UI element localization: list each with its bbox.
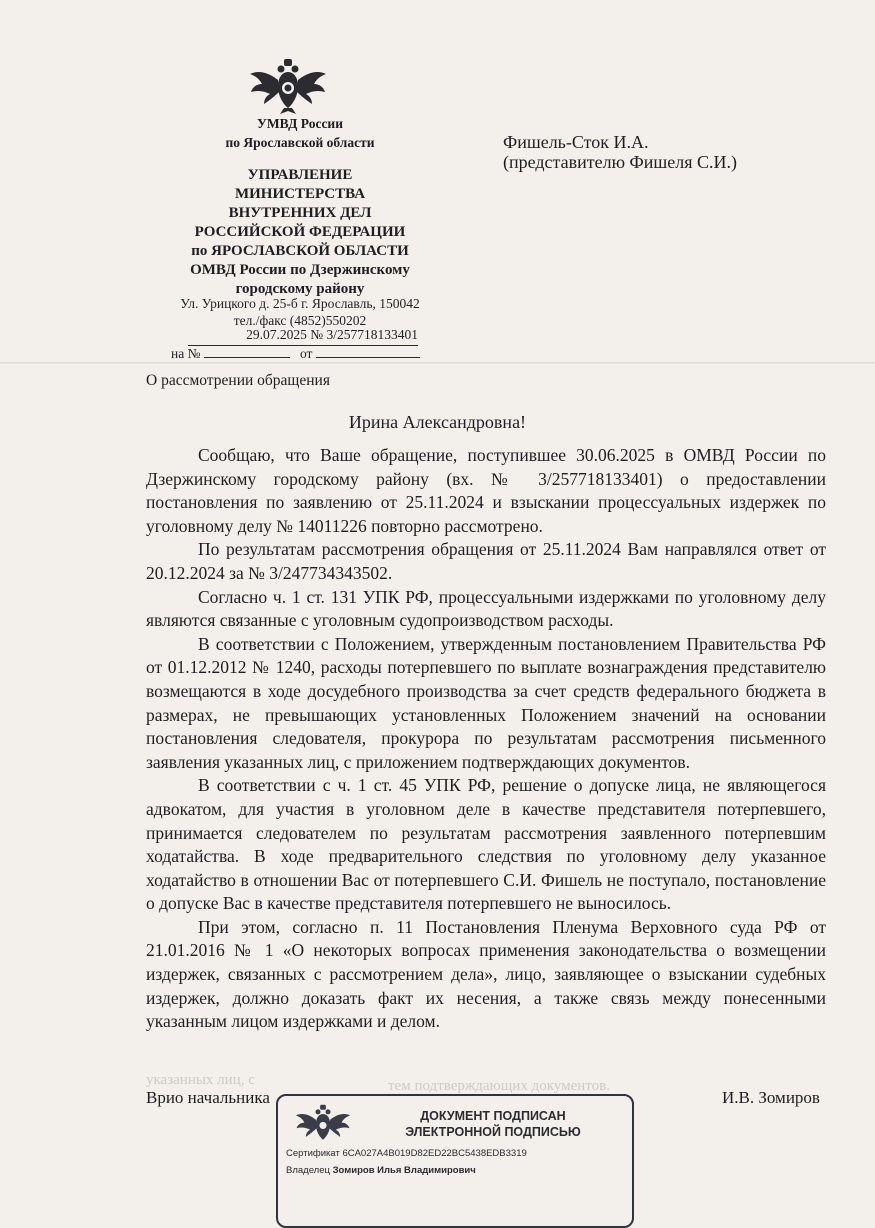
paper-fold (0, 362, 875, 364)
stamp-owner-row (286, 1165, 476, 1176)
reference-date-blank (316, 345, 420, 358)
registration-number: 29.07.2025 № 3/257718133401 (188, 327, 418, 346)
reference-line (171, 345, 420, 362)
recipient-note: (представителю Фишеля С.И.) (503, 152, 737, 172)
org-full-line: ВНУТРЕННИХ ДЕЛ (228, 205, 372, 221)
reference-date-label: от (299, 346, 313, 361)
letter-body (146, 444, 826, 1034)
org-full-line: городскому району (235, 281, 365, 297)
stamp-certificate-row (286, 1148, 527, 1159)
letter-subject: О рассмотрении обращения (146, 372, 330, 389)
salutation: Ирина Александровна! (348, 412, 527, 432)
certificate-label: Сертификат (286, 1148, 340, 1159)
org-full-line: ОМВД России по Дзержинскому (190, 262, 410, 278)
electronic-signature-stamp (276, 1094, 634, 1228)
org-full-line: УПРАВЛЕНИЕ (247, 167, 353, 183)
org-full-line: по ЯРОСЛАВСКОЙ ОБЛАСТИ (191, 243, 409, 259)
stamp-title (358, 1108, 628, 1140)
body-paragraph: Сообщаю, что Ваше обращение, поступившее 30.06.2025 в ОМВД России по Дзержинскому городскому району (вх. № 3/257718133401) о предоставлении постановления по заявлению от 25.11.2024 и взыскании процессуальных издержек по уголовному делу № 14011226 повторно рассмотрено. (146, 445, 826, 536)
org-short-line-2: по Ярославской области (225, 135, 375, 150)
recipient-name: Фишель-Сток И.А. (503, 132, 649, 152)
reference-number-blank (204, 345, 290, 358)
certificate-value: 6CA027A4B019D82ED22BC5438EDB3319 (342, 1148, 527, 1159)
reference-number-label: на № (171, 346, 201, 361)
org-short-line-1: УМВД России (256, 116, 343, 131)
org-full-line: РОССИЙСКОЙ ФЕДЕРАЦИИ (194, 224, 406, 240)
org-address: Ул. Урицкого д. 25-б г. Ярославль, 150042 (180, 296, 420, 311)
bleed-through-text: указанных лиц, с (146, 1072, 255, 1088)
double-headed-eagle-emblem (248, 58, 328, 114)
body-paragraph: При этом, согласно п. 11 Постановления Пленума Верховного суда РФ от 21.01.2016 № 1 «О некоторых вопросах применения законодательства о возмещении издержек, связанных с рассмотрением дела», лицо, заявляющее о взыскании судебных издержек, должно доказать факт их несения, а также связь между понесенными указанным лицом издержками и делом. (146, 916, 826, 1032)
body-paragraph: Согласно ч. 1 ст. 131 УПК РФ, процессуальными издержками по уголовному делу являются связанные с уголовным судопроизводством расходы. (146, 586, 826, 631)
stamp-eagle-icon (294, 1104, 352, 1144)
signatory-name: И.В. Зомиров (722, 1088, 820, 1107)
body-paragraph: В соответствии с ч. 1 ст. 45 УПК РФ, решение о допуске лица, не являющегося адвокатом, для участия в уголовном деле в качестве представителя потерпевшего, принимается следователем по результатам рассмотрения заявленного потерпевшим ходатайства. В ходе предварительного следствия по уголовному делу указанное ходатайство в отношении Вас от потерпевшего С.И. Фишель не поступало, постановление о допуске Вас в качестве представителя потерпевшего не выносилось. (146, 775, 826, 914)
bleed-through-text: тем подтверждающих документов. (388, 1078, 610, 1094)
owner-label: Владелец (286, 1165, 330, 1176)
owner-value: Зомиров Илья Владимирович (332, 1165, 476, 1176)
stamp-title-line-1: ДОКУМЕНТ ПОДПИСАН (420, 1109, 566, 1123)
org-phone: тел./факс (4852)550202 (233, 313, 367, 328)
org-full-line: МИНИСТЕРСТВА (234, 186, 366, 202)
body-paragraph: В соответствии с Положением, утвержденным постановлением Правительства РФ от 01.12.2012 № 1240, расходы потерпевшего по выплате вознаграждения представителю возмещаются в ходе досудебного производства за счет средств федерального бюджета в размерах, не превышающих установленных Положением значений на основании постановления следователя, прокурора по результатам рассмотрения письменного заявления указанных лиц, с приложением подтверждающих документов. (146, 633, 826, 772)
stamp-title-line-2: ЭЛЕКТРОННОЙ ПОДПИСЬЮ (405, 1125, 581, 1139)
body-paragraph: По результатам рассмотрения обращения от 25.11.2024 Вам направлялся ответ от 20.12.2024 за № 3/247734343502. (146, 539, 826, 583)
signatory-position: Врио начальника (146, 1088, 270, 1107)
